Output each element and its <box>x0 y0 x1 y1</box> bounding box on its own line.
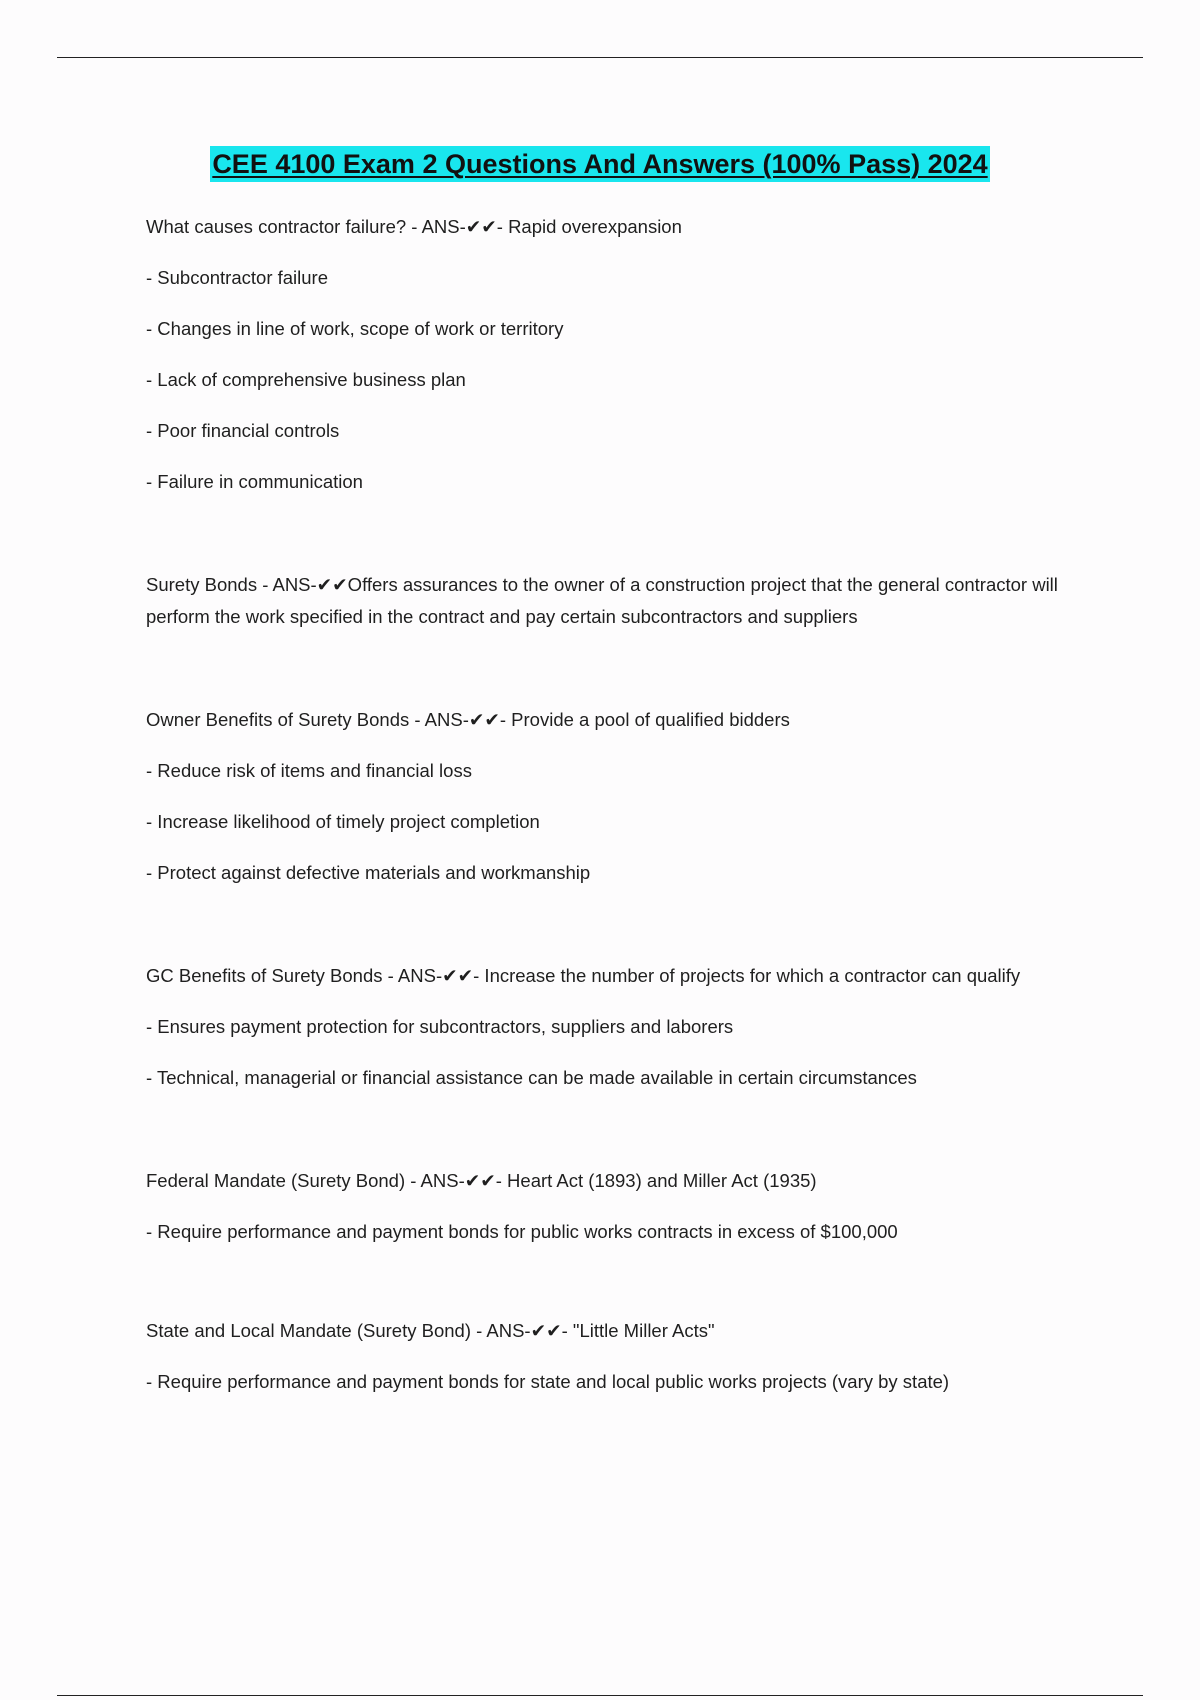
question-line: GC Benefits of Surety Bonds - ANS-✔✔- Increase the number of projects for which a contractor can qualify <box>146 965 1021 986</box>
question-line: What causes contractor failure? - ANS-✔✔- Rapid overexpansion <box>146 216 682 237</box>
footer-rule <box>57 1695 1143 1696</box>
question-line: Surety Bonds - ANS-✔✔Offers assurances to the owner of a construction project that the general contractor will perform the work specified in the contract and pay certain subcontractors and suppliers <box>146 574 1058 627</box>
answer-line: - Subcontractor failure <box>146 267 329 288</box>
answer-line: - Require performance and payment bonds for public works contracts in excess of $100,000 <box>146 1221 898 1242</box>
question-line: Federal Mandate (Surety Bond) - ANS-✔✔- Heart Act (1893) and Miller Act (1935) <box>146 1170 817 1191</box>
title-container <box>0 146 1200 182</box>
answer-line: - Increase likelihood of timely project completion <box>146 811 540 832</box>
spacer <box>146 652 1086 704</box>
spacer <box>146 517 1086 569</box>
qa-block-gc-benefits <box>146 960 1086 1094</box>
qa-block-owner-benefits <box>146 704 1086 889</box>
answer-line: - Protect against defective materials and workmanship <box>146 862 591 883</box>
document-body <box>146 211 1086 1417</box>
answer-line: - Lack of comprehensive business plan <box>146 369 466 390</box>
qa-block-state-local-mandate <box>146 1315 1086 1398</box>
answer-line: - Poor financial controls <box>146 420 340 441</box>
answer-line: - Reduce risk of items and financial loss <box>146 760 472 781</box>
qa-block-federal-mandate <box>146 1165 1086 1248</box>
document-title: CEE 4100 Exam 2 Questions And Answers (100% Pass) 2024 <box>210 146 989 182</box>
answer-line: - Ensures payment protection for subcontractors, suppliers and laborers <box>146 1016 734 1037</box>
question-line: State and Local Mandate (Surety Bond) - ANS-✔✔- "Little Miller Acts" <box>146 1320 715 1341</box>
qa-block-contractor-failure <box>146 211 1086 498</box>
answer-line: - Technical, managerial or financial assistance can be made available in certain circumstances <box>146 1067 917 1088</box>
spacer <box>146 908 1086 960</box>
answer-line: - Failure in communication <box>146 471 363 492</box>
question-line: Owner Benefits of Surety Bonds - ANS-✔✔- Provide a pool of qualified bidders <box>146 709 790 730</box>
answer-line: - Require performance and payment bonds for state and local public works projects (vary by state) <box>146 1371 950 1392</box>
spacer <box>146 1113 1086 1165</box>
answer-line: - Changes in line of work, scope of work or territory <box>146 318 564 339</box>
qa-block-surety-bonds <box>146 569 1086 633</box>
spacer <box>146 1267 1086 1315</box>
header-rule <box>57 57 1143 58</box>
